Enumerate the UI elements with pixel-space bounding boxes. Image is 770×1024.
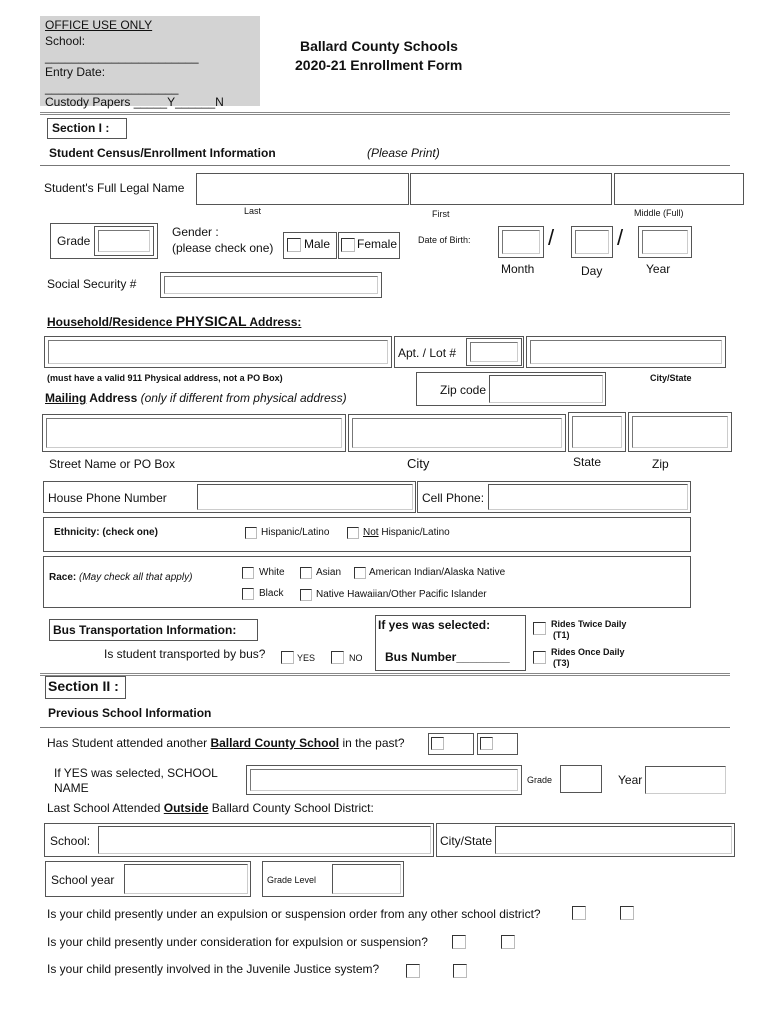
t1-label: (T1) [553,630,570,640]
juvenile-question: Is your child presently involved in the Juvenile Justice system? [47,962,380,976]
hispanic-checkbox[interactable] [245,527,257,539]
city-state-caption: City/State [650,373,692,383]
expulsion-yes-checkbox[interactable] [572,906,586,920]
mailing-zip-input[interactable] [628,412,732,452]
last-school-label: Last School Attended Outside Ballard County School District: [47,801,374,815]
male-checkbox[interactable] [287,238,301,252]
prev-grade-input[interactable] [560,765,602,793]
gender-label: Gender : [172,225,219,239]
office-school-line: _______________________ [45,50,199,64]
consideration-no-checkbox[interactable] [501,935,515,949]
dob-label: Date of Birth: [418,235,471,245]
street-caption: Street Name or PO Box [49,457,176,471]
consideration-yes-checkbox[interactable] [452,935,466,949]
section-1-title: Section I : [52,121,110,135]
legal-name-label: Student's Full Legal Name [44,181,185,195]
year-caption: Year [646,262,671,276]
district-title: Ballard County Schools [300,38,458,54]
apt-input[interactable] [466,338,522,366]
form-title: 2020-21 Enrollment Form [295,57,463,73]
asian-checkbox[interactable] [300,567,312,579]
american-indian-label: American Indian/Alaska Native [369,567,506,578]
cell-phone-input[interactable] [488,484,688,510]
female-label: Female [357,237,398,251]
white-checkbox[interactable] [242,567,254,579]
expulsion-question: Is your child presently under an expulsion or suspension order from any other school district? [47,907,541,921]
mailing-street-input[interactable] [42,414,346,452]
ssn-input[interactable] [160,272,382,298]
ethnicity-label: Ethnicity: (check one) [54,527,158,538]
dob-day-input[interactable] [571,226,613,258]
divider [40,727,730,728]
bus-yes-label: YES [297,653,316,663]
state-caption: State [573,455,602,469]
office-entry-line: ____________________ [45,81,179,95]
black-checkbox[interactable] [242,588,254,600]
please-print-note: (Please Print) [367,146,440,160]
household-address-heading: Household/Residence PHYSICAL Address: [47,313,302,329]
rides-twice-checkbox[interactable] [533,622,546,635]
if-yes-school-label: If YES was selected, SCHOOL [54,766,218,780]
attended-no-checkbox[interactable] [480,737,493,750]
section-1-subtitle: Student Census/Enrollment Information [49,146,276,160]
rides-twice-label: Rides Twice Daily [551,619,627,629]
city-state-input[interactable] [526,336,726,368]
house-phone-label: House Phone Number [48,491,167,505]
last-caption: Last [244,206,262,216]
bus-no-label: NO [349,653,363,663]
juvenile-no-checkbox[interactable] [453,964,467,978]
office-entry-date-label: Entry Date: [45,65,106,79]
outside-school-input[interactable] [98,826,431,854]
bus-yes-checkbox[interactable] [281,651,294,664]
mailing-address-heading: Mailing Address (only if different from physical address) [45,391,347,405]
school-year-input[interactable] [124,864,248,894]
mailing-city-input[interactable] [348,414,566,452]
juvenile-yes-checkbox[interactable] [406,964,420,978]
attended-question: Has Student attended another Ballard County School in the past? [47,736,405,750]
white-label: White [259,567,285,578]
middle-caption: Middle (Full) [634,208,684,218]
mailing-state-input[interactable] [568,412,626,452]
bus-question: Is student transported by bus? [104,647,266,661]
divider [40,165,730,166]
hispanic-label: Hispanic/Latino [261,527,330,538]
section-2-title: Section II : [48,678,119,694]
gender-instruction: (please check one) [172,241,274,255]
address-note: (must have a valid 911 Physical address, not a PO Box) [47,373,283,383]
dob-month-input[interactable] [498,226,544,258]
if-yes-label: If yes was selected: [378,618,491,632]
year-label: Year [618,773,643,787]
bus-no-checkbox[interactable] [331,651,344,664]
consideration-question: Is your child presently under consideration for expulsion or suspension? [47,935,428,949]
bus-info-label: Bus Transportation Information: [53,623,237,637]
rides-once-label: Rides Once Daily [551,647,625,657]
first-name-field[interactable] [410,173,612,205]
asian-label: Asian [316,567,342,578]
race-label: Race: (May check all that apply) [49,572,193,583]
outside-school-label: School: [50,834,91,848]
office-school-label: School: [45,34,86,48]
dob-slash: / [548,225,555,250]
hawaiian-checkbox[interactable] [300,589,312,601]
office-use-box [40,16,260,109]
divider [40,673,730,676]
not-hispanic-checkbox[interactable] [347,527,359,539]
zip-caption: Zip [652,457,669,471]
ssn-label: Social Security # [47,277,137,291]
office-custody-papers: Custody Papers _____Y______N [45,95,224,109]
dob-year-input[interactable] [638,226,692,258]
name-label: NAME [54,781,89,795]
black-label: Black [259,588,284,599]
office-use-title: OFFICE USE ONLY [45,18,153,32]
attended-yes-checkbox[interactable] [431,737,444,750]
apt-label: Apt. / Lot # [398,346,457,360]
female-checkbox[interactable] [341,238,355,252]
school-year-label: School year [51,873,115,887]
dob-slash: / [617,225,624,250]
middle-name-field[interactable] [614,173,744,205]
month-caption: Month [501,262,535,276]
section-2-subtitle: Previous School Information [48,706,212,720]
outside-city-label: City/State [440,834,493,848]
grade-level-label: Grade Level [267,875,317,885]
prev-year-input[interactable] [645,766,726,794]
divider [40,112,730,115]
bus-number-label[interactable]: Bus Number________ [385,650,510,664]
cell-phone-label: Cell Phone: [422,491,485,505]
city-caption: City [407,456,430,471]
first-caption: First [432,209,450,219]
zip-code-input[interactable] [489,375,603,403]
grade-caption: Grade [527,775,553,785]
expulsion-no-checkbox[interactable] [620,906,634,920]
grade-level-input[interactable] [332,864,401,894]
house-phone-input[interactable] [197,484,413,510]
american-indian-checkbox[interactable] [354,567,366,579]
rides-once-checkbox[interactable] [533,651,546,664]
outside-city-input[interactable] [495,826,732,854]
t3-label: (T3) [553,658,570,668]
zip-code-label: Zip code [440,383,487,397]
not-hispanic-label: Not Hispanic/Latino [363,527,450,538]
grade-input[interactable] [94,226,154,256]
male-label: Male [304,237,331,251]
street-address-input[interactable] [44,336,392,368]
hawaiian-label: Native Hawaiian/Other Pacific Islander [316,589,487,600]
school-name-input[interactable] [246,765,522,795]
grade-label: Grade [57,234,91,248]
last-name-field[interactable] [196,173,409,205]
day-caption: Day [581,264,603,278]
